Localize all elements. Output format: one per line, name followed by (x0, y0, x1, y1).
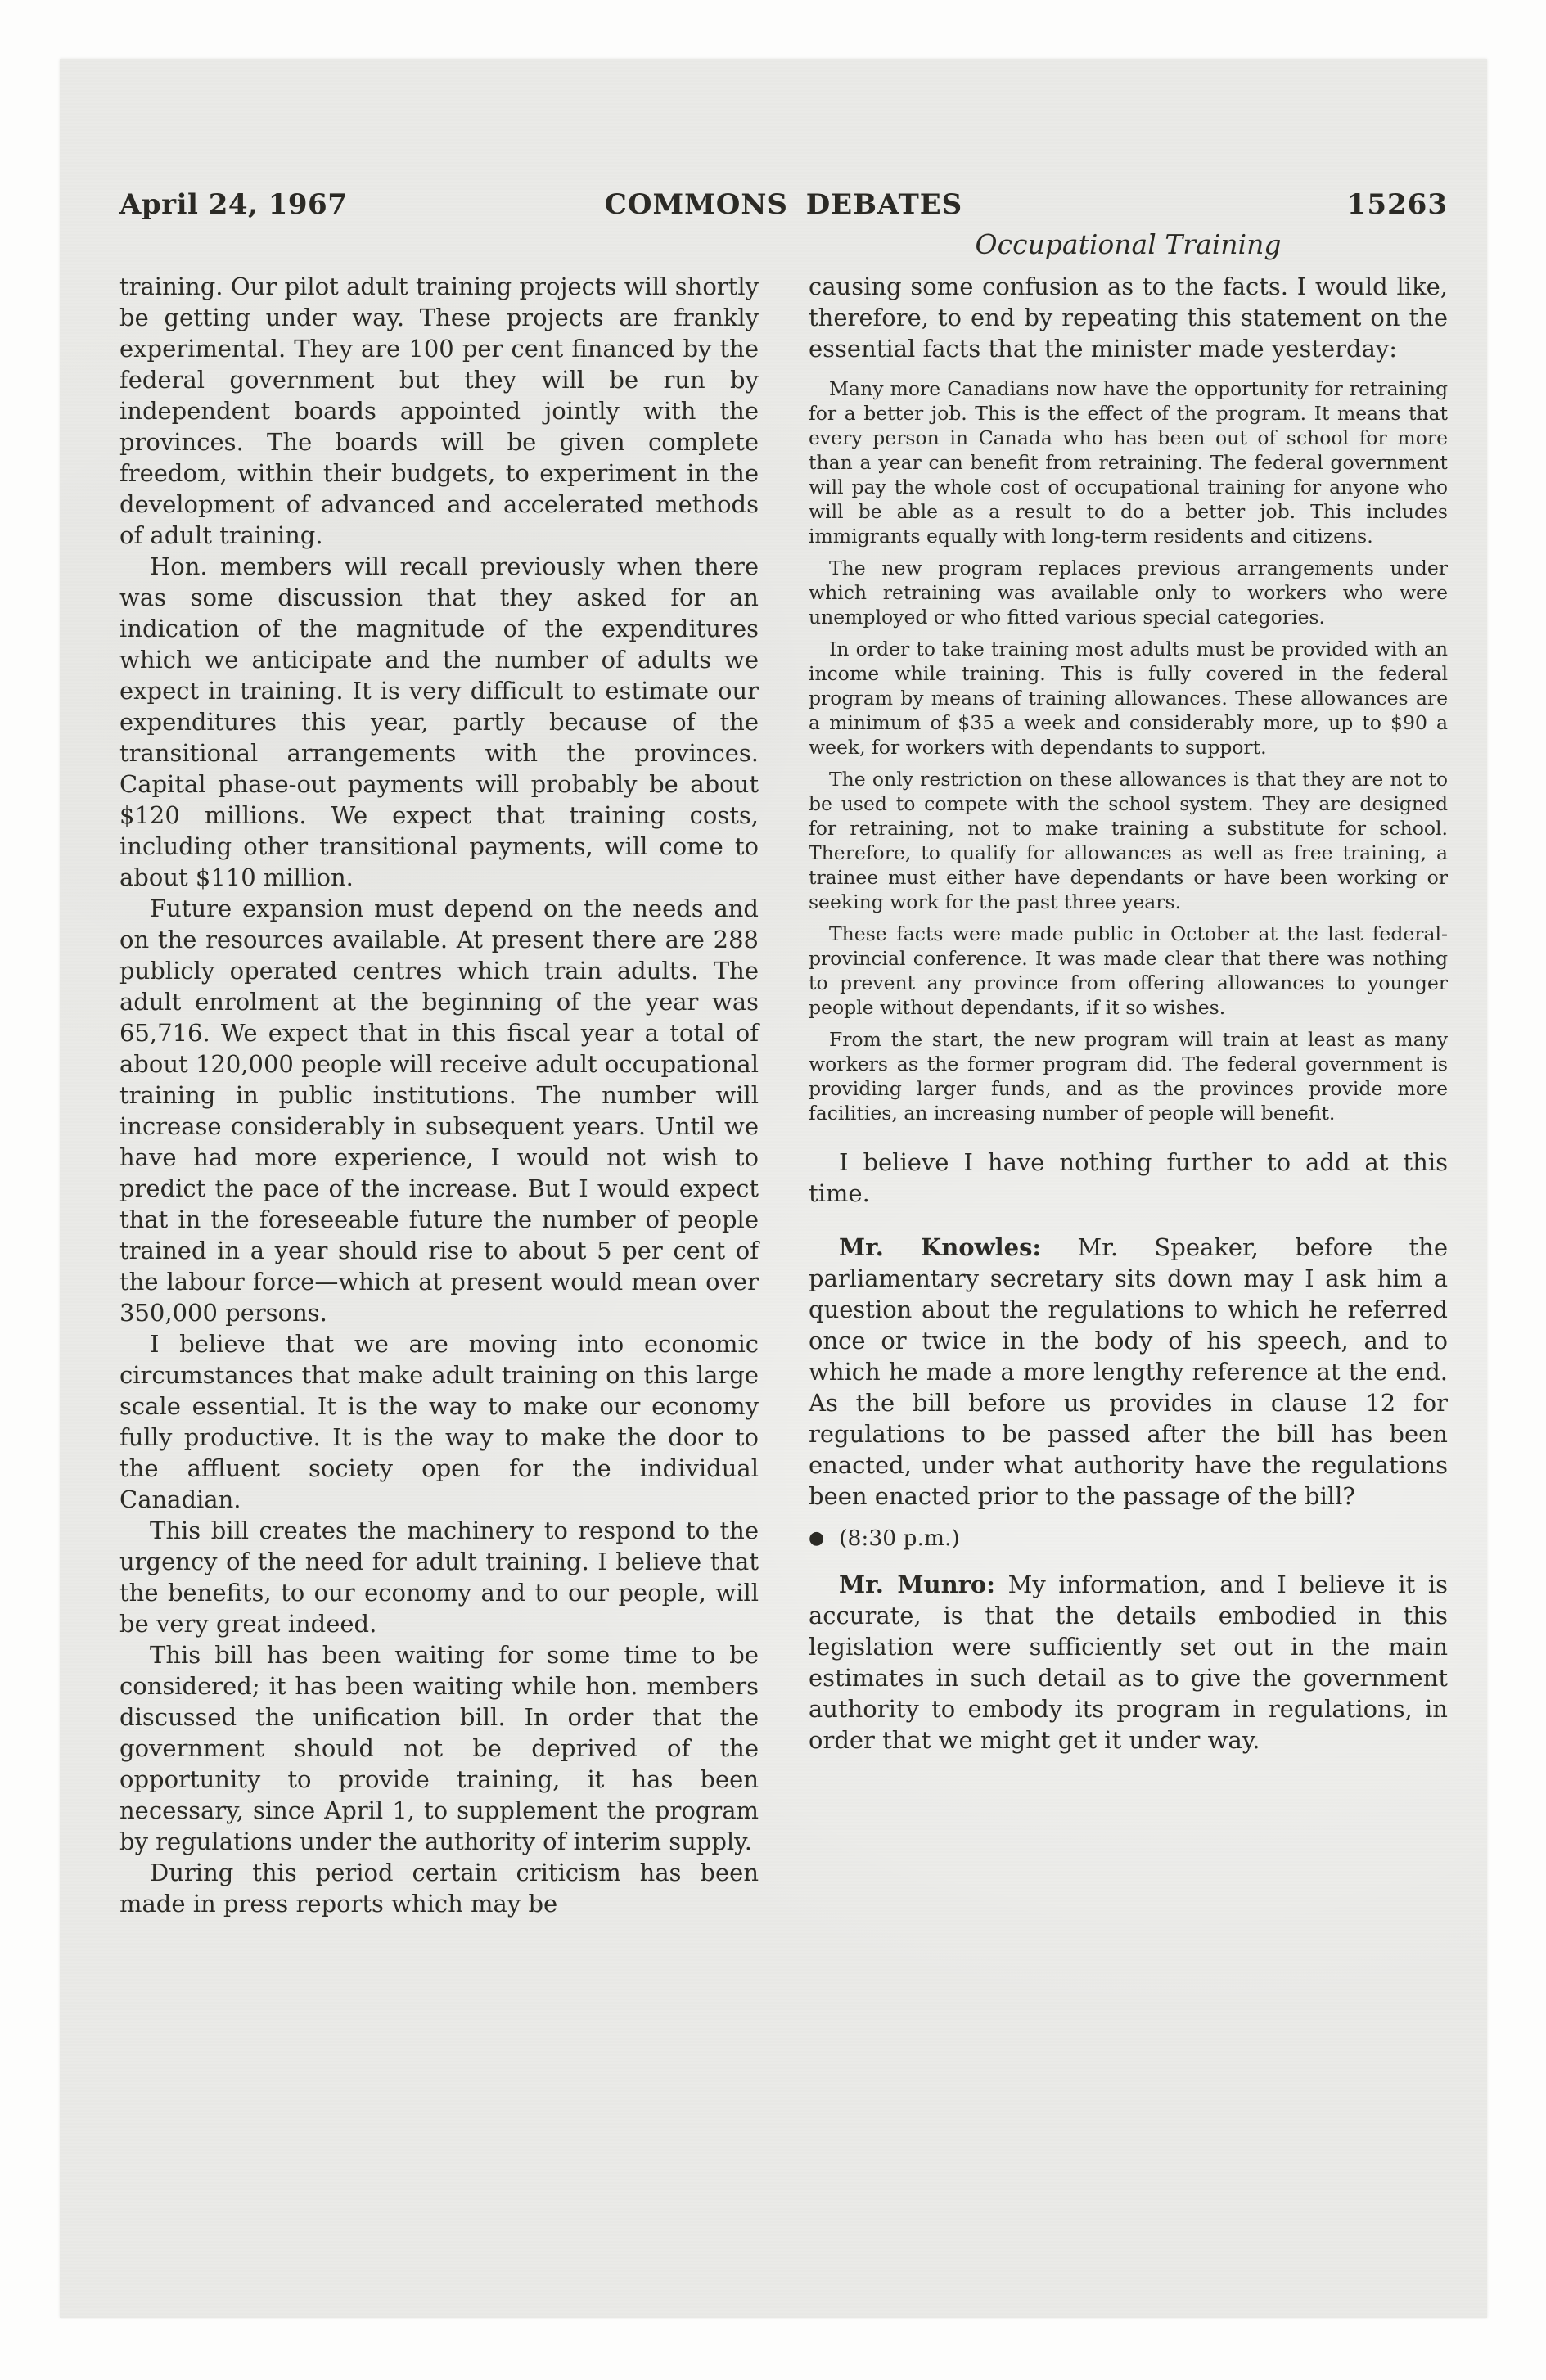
paragraph: Future expansion must depend on the needs and on the resources available. At present there are 288 publicly operated centres which train adults. The adult enrolment at the beginning of the year was 65,716. We expect that in this fiscal year a total of about 120,000 people will receive adult occupational training in public institutions. The number will increase considerably in subsequent years. Until we have had more experience, I would not wish to predict the pace of the increase. But I would expect that in the foreseeable future the number of people trained in a year should rise to about 5 per cent of the labour force—which at present would mean over 350,000 persons. (119, 895, 759, 1327)
page (60, 59, 1487, 2318)
paragraph: This bill creates the machinery to respond to the urgency of the need for adult training. I believe that the benefits, to our economy and to our people, will be very great indeed. (119, 1517, 759, 1638)
paragraph: In order to take training most adults must be provided with an income while training. This is fully covered in the federal program by means of training allowances. These allowances are a minimum of $35 a week and considerably more, up to $90 a week, for workers with dependants to support. (809, 638, 1448, 759)
paragraph: During this period certain criticism has been made in press reports which may be (119, 1859, 759, 1918)
speaker-name: Mr. Knowles: (839, 1233, 1042, 1261)
running-head: Occupational Training (975, 228, 1282, 260)
paragraph: Mr. Munro: My information, and I believe it is accurate, is that the details embodied in this legislation were sufficiently set out in the main estimates in such detail as to give the government authority to embody its program in regulations, in order that we might get it under way. (809, 1571, 1448, 1754)
left-column (119, 271, 759, 1919)
right-column (809, 271, 1448, 1756)
time-marker: ● (8:30 p.m.) (809, 1526, 960, 1551)
paragraph: These facts were made public in October at the last federal-provincial conference. It was made clear that there was nothing to prevent any province from offering allowances to younger people without dependants, if it so wishes. (809, 922, 1448, 1019)
paragraph: From the start, the new program will train at least as many workers as the former program did. The federal government is providing larger funds, and as the provinces provide more facilities, an increasing number of people will benefit. (809, 1028, 1448, 1125)
paragraph: This bill has been waiting for some time to be considered; it has been waiting while hon. members discussed the unification bill. In order that the government should not be deprived of the opportunity to provide training, it has been necessary, since April 1, to supplement the program by regulations under the authority of interim supply. (119, 1641, 759, 1855)
paragraph: Hon. members will recall previously when there was some discussion that they asked for an indication of the magnitude of the expenditures which we anticipate and the number of adults we expect in training. It is very difficult to estimate our expenditures this year, partly because of the transitional arrangements with the provinces. Capital phase-out payments will probably be about $120 millions. We expect that training costs, including other transitional payments, will come to about $110 million. (119, 552, 759, 891)
paragraph: The new program replaces previous arrangements under which retraining was available only to workers who were unemployed or who fitted various special categories. (809, 557, 1448, 629)
header-title: COMMONS DEBATES (604, 188, 963, 221)
paragraph: I believe that we are moving into economic circumstances that make adult training on this large scale essential. It is the way to make our economy fully productive. It is the way to make the door to the affluent society open for the individual Canadian. (119, 1330, 759, 1513)
header-date: April 24, 1967 (119, 188, 348, 221)
page-header (119, 188, 1448, 221)
header-page-number: 15263 (1346, 188, 1448, 221)
bullet-icon: ● (809, 1528, 825, 1548)
paragraph: The only restriction on these allowances is that they are not to be used to compete with the school system. They are designed for retraining, not to make training a substitute for school. Therefore, to qualify for allowances as well as free training, a trainee must either have dependants or have been working or seeking work for the past three years. (809, 768, 1448, 913)
paragraph: training. Our pilot adult training projects will shortly be getting under way. These projects are frankly experimental. They are 100 per cent financed by the federal government but they will be run by independent boards appointed jointly with the provinces. The boards will be given complete freedom, within their budgets, to experiment in the development of advanced and accelerated methods of adult training. (119, 273, 759, 549)
speaker-name: Mr. Munro: (839, 1571, 995, 1598)
paragraph: Mr. Knowles: Mr. Speaker, before the parliamentary secretary sits down may I ask him a question about the regulations to which he referred once or twice in the body of his speech, and to which he made a more lengthy reference at the end. As the bill before us provides in clause 12 for regulations to be passed after the bill has been enacted, under what authority have the regulations been enacted prior to the passage of the bill? (809, 1233, 1448, 1510)
paragraph: causing some confusion as to the facts. I would like, therefore, to end by repeating this statement on the essential facts that the minister made yesterday: (809, 273, 1448, 363)
paragraph: I believe I have nothing further to add at this time. (809, 1148, 1448, 1207)
text-columns (119, 271, 1448, 1919)
paragraph: Many more Canadians now have the opportunity for retraining for a better job. This is the effect of the program. It means that every person in Canada who has been out of school for more than a year can benefit from retraining. The federal government will pay the whole cost of occupational training for anyone who will be able as a result to do a better job. This includes immigrants equally with long-term residents and citizens. (809, 377, 1448, 548)
page-content (60, 59, 1487, 1919)
